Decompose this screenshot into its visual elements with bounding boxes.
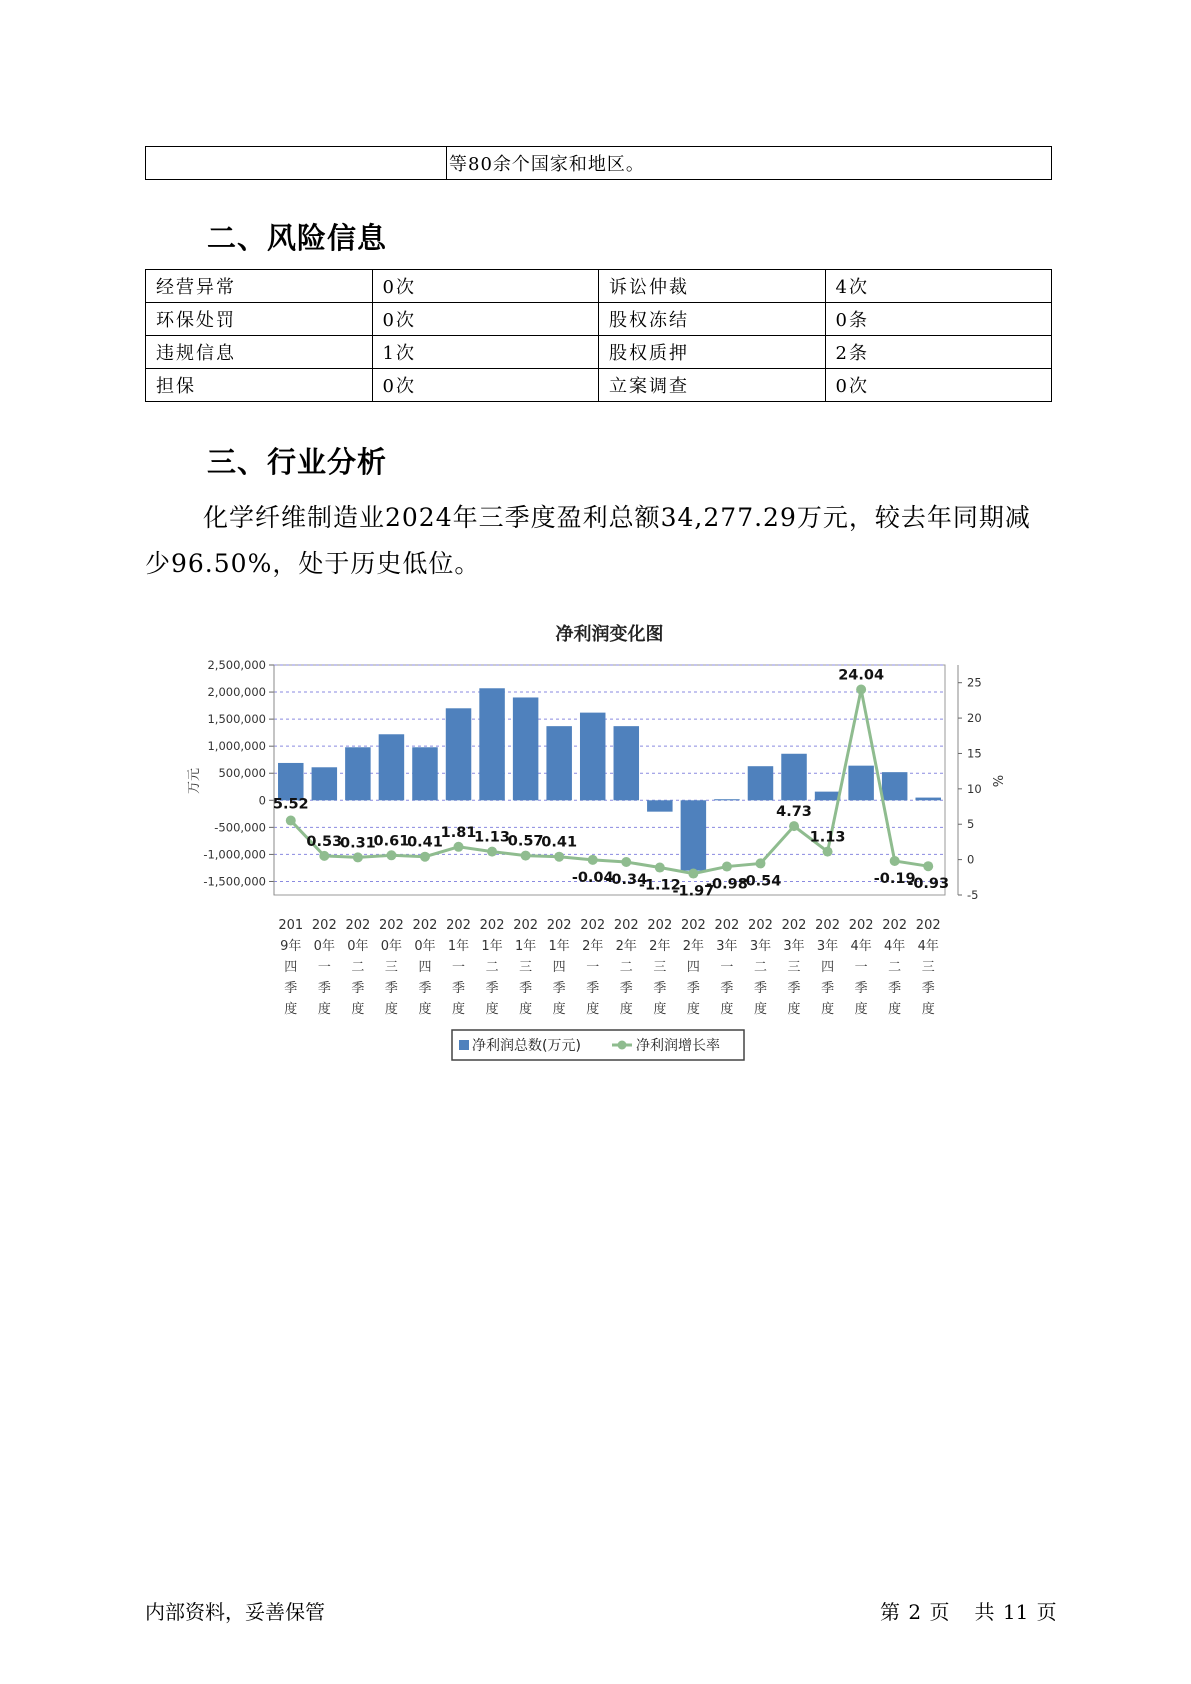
x-tick-label: 度 — [753, 1002, 767, 1017]
growth-data-label: 0.41 — [407, 834, 443, 851]
risk-value-cell: 0次 — [825, 369, 1052, 402]
x-tick-label: 季 — [418, 981, 432, 996]
x-tick-label: 三 — [519, 960, 533, 975]
growth-data-label: 1.13 — [474, 829, 510, 846]
risk-label-cell: 环保处罚 — [146, 303, 373, 336]
bar — [647, 800, 672, 811]
risk-heading: 二、风险信息 — [207, 221, 388, 255]
risk-value-cell: 1次 — [372, 336, 599, 369]
right-tick-label: 0 — [967, 852, 975, 867]
bar — [278, 763, 303, 800]
x-tick-label: 度 — [720, 1002, 734, 1017]
left-tick-label: 2,000,000 — [207, 685, 266, 700]
x-tick-label: 0年 — [347, 939, 369, 954]
growth-point — [319, 851, 329, 861]
right-tick-label: 10 — [967, 781, 982, 796]
growth-data-label: 0.31 — [339, 835, 376, 852]
x-tick-label: 季 — [821, 981, 835, 996]
bar — [312, 767, 337, 800]
x-tick-label: 四 — [418, 960, 432, 975]
risk-value-cell: 4次 — [825, 270, 1052, 303]
x-tick-label: 四 — [686, 960, 700, 975]
x-tick-label: 202 — [848, 918, 874, 933]
x-tick-label: 度 — [821, 1002, 835, 1017]
left-axis-label: 万元 — [187, 767, 202, 795]
x-tick-label: 度 — [317, 1002, 331, 1017]
growth-data-label: -0.19 — [873, 870, 916, 887]
x-tick-label: 3年 — [749, 939, 772, 954]
x-tick-label: 一 — [720, 960, 734, 975]
x-tick-label: 度 — [452, 1002, 466, 1017]
industry-paragraph-line2: 少96.50%，处于历史低位。 — [145, 549, 481, 578]
x-tick-label: 0年 — [380, 939, 403, 954]
bar — [479, 688, 504, 800]
growth-point — [856, 684, 866, 694]
left-tick-label: 2,500,000 — [207, 658, 266, 672]
x-tick-label: 度 — [351, 1002, 365, 1017]
x-tick-label: 四 — [284, 960, 298, 975]
left-tick-label: 500,000 — [218, 766, 266, 781]
bar — [513, 697, 538, 800]
x-tick-label: 3年 — [783, 939, 805, 954]
x-tick-label: 202 — [781, 918, 807, 933]
x-tick-label: 季 — [485, 981, 499, 996]
intro-table-right-cell: 等80余个国家和地区。 — [447, 147, 1052, 180]
right-tick-label: 20 — [967, 711, 982, 726]
x-tick-label: 202 — [311, 918, 337, 933]
x-tick-label: 三 — [921, 960, 935, 975]
x-tick-label: 度 — [586, 1002, 600, 1017]
x-tick-label: 度 — [552, 1002, 566, 1017]
risk-value-cell: 0次 — [372, 303, 599, 336]
x-tick-label: 202 — [446, 918, 471, 933]
left-tick-label: 0 — [258, 793, 266, 808]
x-tick-label: 度 — [921, 1002, 935, 1017]
x-tick-label: 四 — [552, 960, 566, 975]
x-tick-label: 202 — [345, 918, 371, 933]
x-tick-label: 季 — [586, 981, 600, 996]
x-tick-label: 季 — [552, 981, 566, 996]
left-tick-label: 1,500,000 — [207, 712, 266, 727]
x-tick-label: 度 — [686, 1002, 700, 1017]
risk-label-cell: 股权质押 — [599, 336, 826, 369]
x-tick-label: 0年 — [313, 939, 335, 954]
x-tick-label: 4年 — [884, 939, 906, 954]
x-tick-label: 2年 — [615, 939, 637, 954]
growth-point — [588, 855, 598, 865]
bar — [714, 799, 739, 800]
growth-data-label: -1.97 — [672, 883, 715, 900]
x-tick-label: 三 — [384, 960, 398, 975]
right-axis-label: % — [989, 774, 1004, 788]
bar — [848, 766, 873, 801]
growth-data-label: 0.61 — [373, 833, 410, 850]
risk-value-cell: 0次 — [372, 270, 599, 303]
x-tick-label: 季 — [317, 981, 331, 996]
growth-data-label: -0.54 — [739, 873, 782, 890]
x-tick-label: 季 — [888, 981, 902, 996]
growth-data-label: -0.34 — [605, 872, 648, 889]
left-tick-label: -1,000,000 — [203, 847, 266, 862]
x-tick-label: 二 — [351, 960, 365, 975]
risk-value-cell: 2条 — [825, 336, 1052, 369]
risk-label-cell: 立案调查 — [599, 369, 826, 402]
x-tick-label: 三 — [787, 960, 801, 975]
bar — [546, 726, 571, 800]
left-tick-label: 1,000,000 — [207, 739, 266, 754]
growth-data-label: -1.12 — [638, 877, 681, 894]
growth-point — [420, 852, 430, 862]
growth-point — [755, 858, 765, 868]
x-tick-label: 三 — [653, 960, 667, 975]
x-tick-label: 度 — [653, 1002, 667, 1017]
bar — [446, 708, 471, 800]
bar — [379, 734, 404, 800]
growth-point — [521, 851, 531, 861]
x-tick-label: 一 — [317, 960, 331, 975]
right-tick-label: 15 — [967, 746, 982, 761]
x-tick-label: 季 — [753, 981, 767, 996]
x-tick-label: 度 — [284, 1002, 298, 1017]
x-tick-label: 度 — [854, 1002, 868, 1017]
x-tick-label: 202 — [714, 918, 740, 933]
risk-label-cell: 股权冻结 — [599, 303, 826, 336]
legend-line-label: 净利润增长率 — [636, 1038, 720, 1054]
x-tick-label: 202 — [513, 918, 539, 933]
x-tick-label: 季 — [452, 981, 466, 996]
growth-data-label: 4.73 — [776, 804, 812, 821]
x-tick-label: 季 — [720, 981, 734, 996]
x-tick-label: 202 — [580, 918, 606, 933]
x-tick-label: 季 — [653, 981, 667, 996]
x-tick-label: 季 — [384, 981, 398, 996]
x-tick-label: 9年 — [280, 939, 302, 954]
growth-point — [621, 857, 631, 867]
bar — [882, 772, 907, 800]
risk-value-cell: 0条 — [825, 303, 1052, 336]
growth-data-label: 5.52 — [272, 796, 309, 813]
growth-point — [655, 863, 665, 873]
industry-paragraph-line1: 化学纤维制造业2024年三季度盈利总额34,277.29万元，较去年同期减 — [203, 503, 1031, 532]
growth-point — [688, 869, 698, 879]
x-tick-label: 二 — [888, 960, 902, 975]
bar — [614, 726, 639, 800]
x-tick-label: 202 — [647, 918, 673, 933]
x-tick-label: 一 — [452, 960, 466, 975]
risk-label-cell: 经营异常 — [146, 270, 373, 303]
growth-point — [487, 847, 497, 857]
growth-data-label: -0.98 — [706, 876, 748, 893]
x-tick-label: 202 — [479, 918, 505, 933]
x-tick-label: 4年 — [917, 939, 939, 954]
x-tick-label: 201 — [278, 918, 304, 933]
risk-label-cell: 违规信息 — [146, 336, 373, 369]
x-tick-label: 二 — [485, 960, 499, 975]
x-tick-label: 4年 — [850, 939, 872, 954]
x-tick-label: 四 — [821, 960, 835, 975]
x-tick-label: 一 — [586, 960, 600, 975]
x-tick-label: 1年 — [514, 939, 537, 954]
x-tick-label: 季 — [787, 981, 801, 996]
x-tick-label: 3年 — [816, 939, 839, 954]
growth-point — [286, 816, 296, 826]
x-tick-label: 度 — [888, 1002, 902, 1017]
growth-data-label: 1.13 — [809, 829, 846, 846]
x-tick-label: 季 — [686, 981, 700, 996]
industry-heading: 三、行业分析 — [207, 445, 388, 479]
x-tick-label: 季 — [854, 981, 868, 996]
x-tick-label: 202 — [412, 918, 438, 933]
growth-data-label: -0.04 — [571, 869, 614, 886]
growth-point — [923, 861, 933, 871]
growth-data-label: 24.04 — [838, 667, 885, 684]
right-tick-label: 5 — [967, 817, 975, 832]
x-tick-label: 季 — [519, 981, 533, 996]
chart-title: 净利润变化图 — [555, 624, 664, 645]
risk-value-cell: 0次 — [372, 369, 599, 402]
x-tick-label: 2年 — [649, 939, 671, 954]
x-tick-label: 2年 — [682, 939, 705, 954]
bar — [781, 754, 806, 801]
bar — [412, 747, 437, 800]
growth-point — [554, 852, 564, 862]
x-tick-label: 202 — [613, 918, 639, 933]
x-tick-label: 度 — [485, 1002, 499, 1017]
risk-label-cell: 担保 — [146, 369, 373, 402]
x-tick-label: 202 — [546, 918, 572, 933]
growth-data-label: -0.93 — [907, 876, 950, 893]
x-tick-label: 度 — [787, 1002, 801, 1017]
growth-point — [823, 847, 833, 857]
x-tick-label: 二 — [753, 960, 767, 975]
footer-left: 内部资料，妥善保管 — [145, 1600, 325, 1624]
x-tick-label: 1年 — [548, 939, 570, 954]
left-tick-label: -500,000 — [214, 820, 266, 835]
bar — [915, 798, 940, 801]
x-tick-label: 度 — [619, 1002, 633, 1017]
x-tick-label: 202 — [379, 918, 404, 933]
x-tick-label: 202 — [680, 918, 706, 933]
x-tick-label: 202 — [915, 918, 941, 933]
x-tick-label: 二 — [619, 960, 633, 975]
x-tick-label: 度 — [384, 1002, 398, 1017]
growth-point — [722, 862, 732, 872]
x-tick-label: 季 — [351, 981, 365, 996]
x-tick-label: 度 — [519, 1002, 533, 1017]
bar — [681, 800, 706, 870]
left-tick-label: -1,500,000 — [203, 874, 266, 889]
footer-right: 第 2 页 共 11 页 — [880, 1600, 1057, 1624]
x-tick-label: 季 — [921, 981, 935, 996]
x-tick-label: 度 — [418, 1002, 432, 1017]
x-tick-label: 2年 — [582, 939, 604, 954]
x-tick-label: 季 — [284, 981, 298, 996]
x-tick-label: 季 — [619, 981, 633, 996]
growth-point — [386, 850, 396, 860]
legend-line-marker — [618, 1041, 627, 1050]
bar — [580, 713, 605, 801]
bar — [748, 766, 773, 800]
growth-data-label: 0.53 — [306, 833, 343, 850]
x-tick-label: 202 — [815, 918, 840, 933]
growth-data-label: 0.57 — [507, 833, 544, 850]
x-tick-label: 1年 — [447, 939, 470, 954]
right-tick-label: 25 — [967, 675, 982, 690]
growth-data-label: 0.41 — [541, 834, 578, 851]
growth-point — [789, 821, 799, 831]
growth-point — [890, 856, 900, 866]
growth-point — [353, 852, 363, 862]
x-tick-label: 1年 — [481, 939, 503, 954]
growth-data-label: 1.81 — [440, 824, 477, 841]
x-tick-label: 0年 — [414, 939, 436, 954]
legend-bar-swatch — [459, 1040, 469, 1050]
growth-point — [454, 842, 464, 852]
bar — [815, 792, 840, 801]
right-tick-label: -5 — [967, 888, 979, 902]
x-tick-label: 3年 — [716, 939, 738, 954]
risk-label-cell: 诉讼仲裁 — [599, 270, 826, 303]
legend-bar-label: 净利润总数(万元) — [472, 1038, 581, 1054]
x-tick-label: 202 — [748, 918, 773, 933]
bar — [345, 747, 370, 800]
x-tick-label: 一 — [854, 960, 868, 975]
x-tick-label: 202 — [882, 918, 908, 933]
